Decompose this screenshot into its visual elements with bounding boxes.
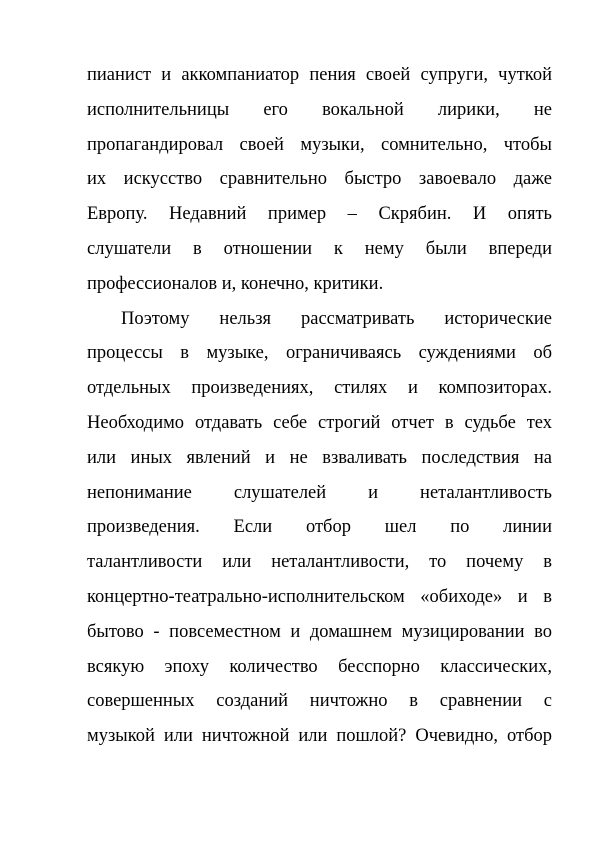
text-line: или иных явлений и не взваливать последствия на <box>87 447 552 468</box>
text-line: их искусство сравнительно быстро завоевало даже <box>87 169 552 190</box>
body-text <box>87 61 552 757</box>
paragraph-first-line: Поэтому нельзя рассматривать исторические <box>121 308 552 329</box>
text-line: произведения. Если отбор шел по линии <box>87 517 552 538</box>
text-line: Необходимо отдавать себе строгий отчет в судьбе тех <box>87 412 552 433</box>
text-line: процессы в музыке, ограничиваясь суждениями об <box>87 343 552 364</box>
text-line: всякую эпоху количество бесспорно классических, <box>87 656 552 677</box>
text-line: концертно-театрально-исполнительском «обиходе» и в <box>87 586 552 607</box>
text-line: Европу. Недавний пример – Скрябин. И опять <box>87 204 552 225</box>
text-line: отдельных произведениях, стилях и композиторах. <box>87 378 552 399</box>
text-line: бытово - повсеместном и домашнем музицировании во <box>87 621 552 642</box>
text-line: непонимание слушателей и неталантливость <box>87 482 552 503</box>
text-line: исполнительницы его вокальной лирики, не <box>87 99 552 120</box>
text-line: профессионалов и, конечно, критики. <box>87 273 384 294</box>
text-line: пианист и аккомпаниатор пения своей супруги, чуткой <box>87 65 552 85</box>
text-line: слушатели в отношении к нему были впереди <box>87 238 552 259</box>
text-line: совершенных созданий ничтожно в сравнении с <box>87 691 552 712</box>
text-line: пропагандировал своей музыки, сомнительно, чтобы <box>87 134 552 155</box>
text-line: талантливости или неталантливости, то почему в <box>87 552 552 573</box>
text-line: музыкой или ничтожной или пошлой? Очевидно, отбор <box>87 726 552 747</box>
